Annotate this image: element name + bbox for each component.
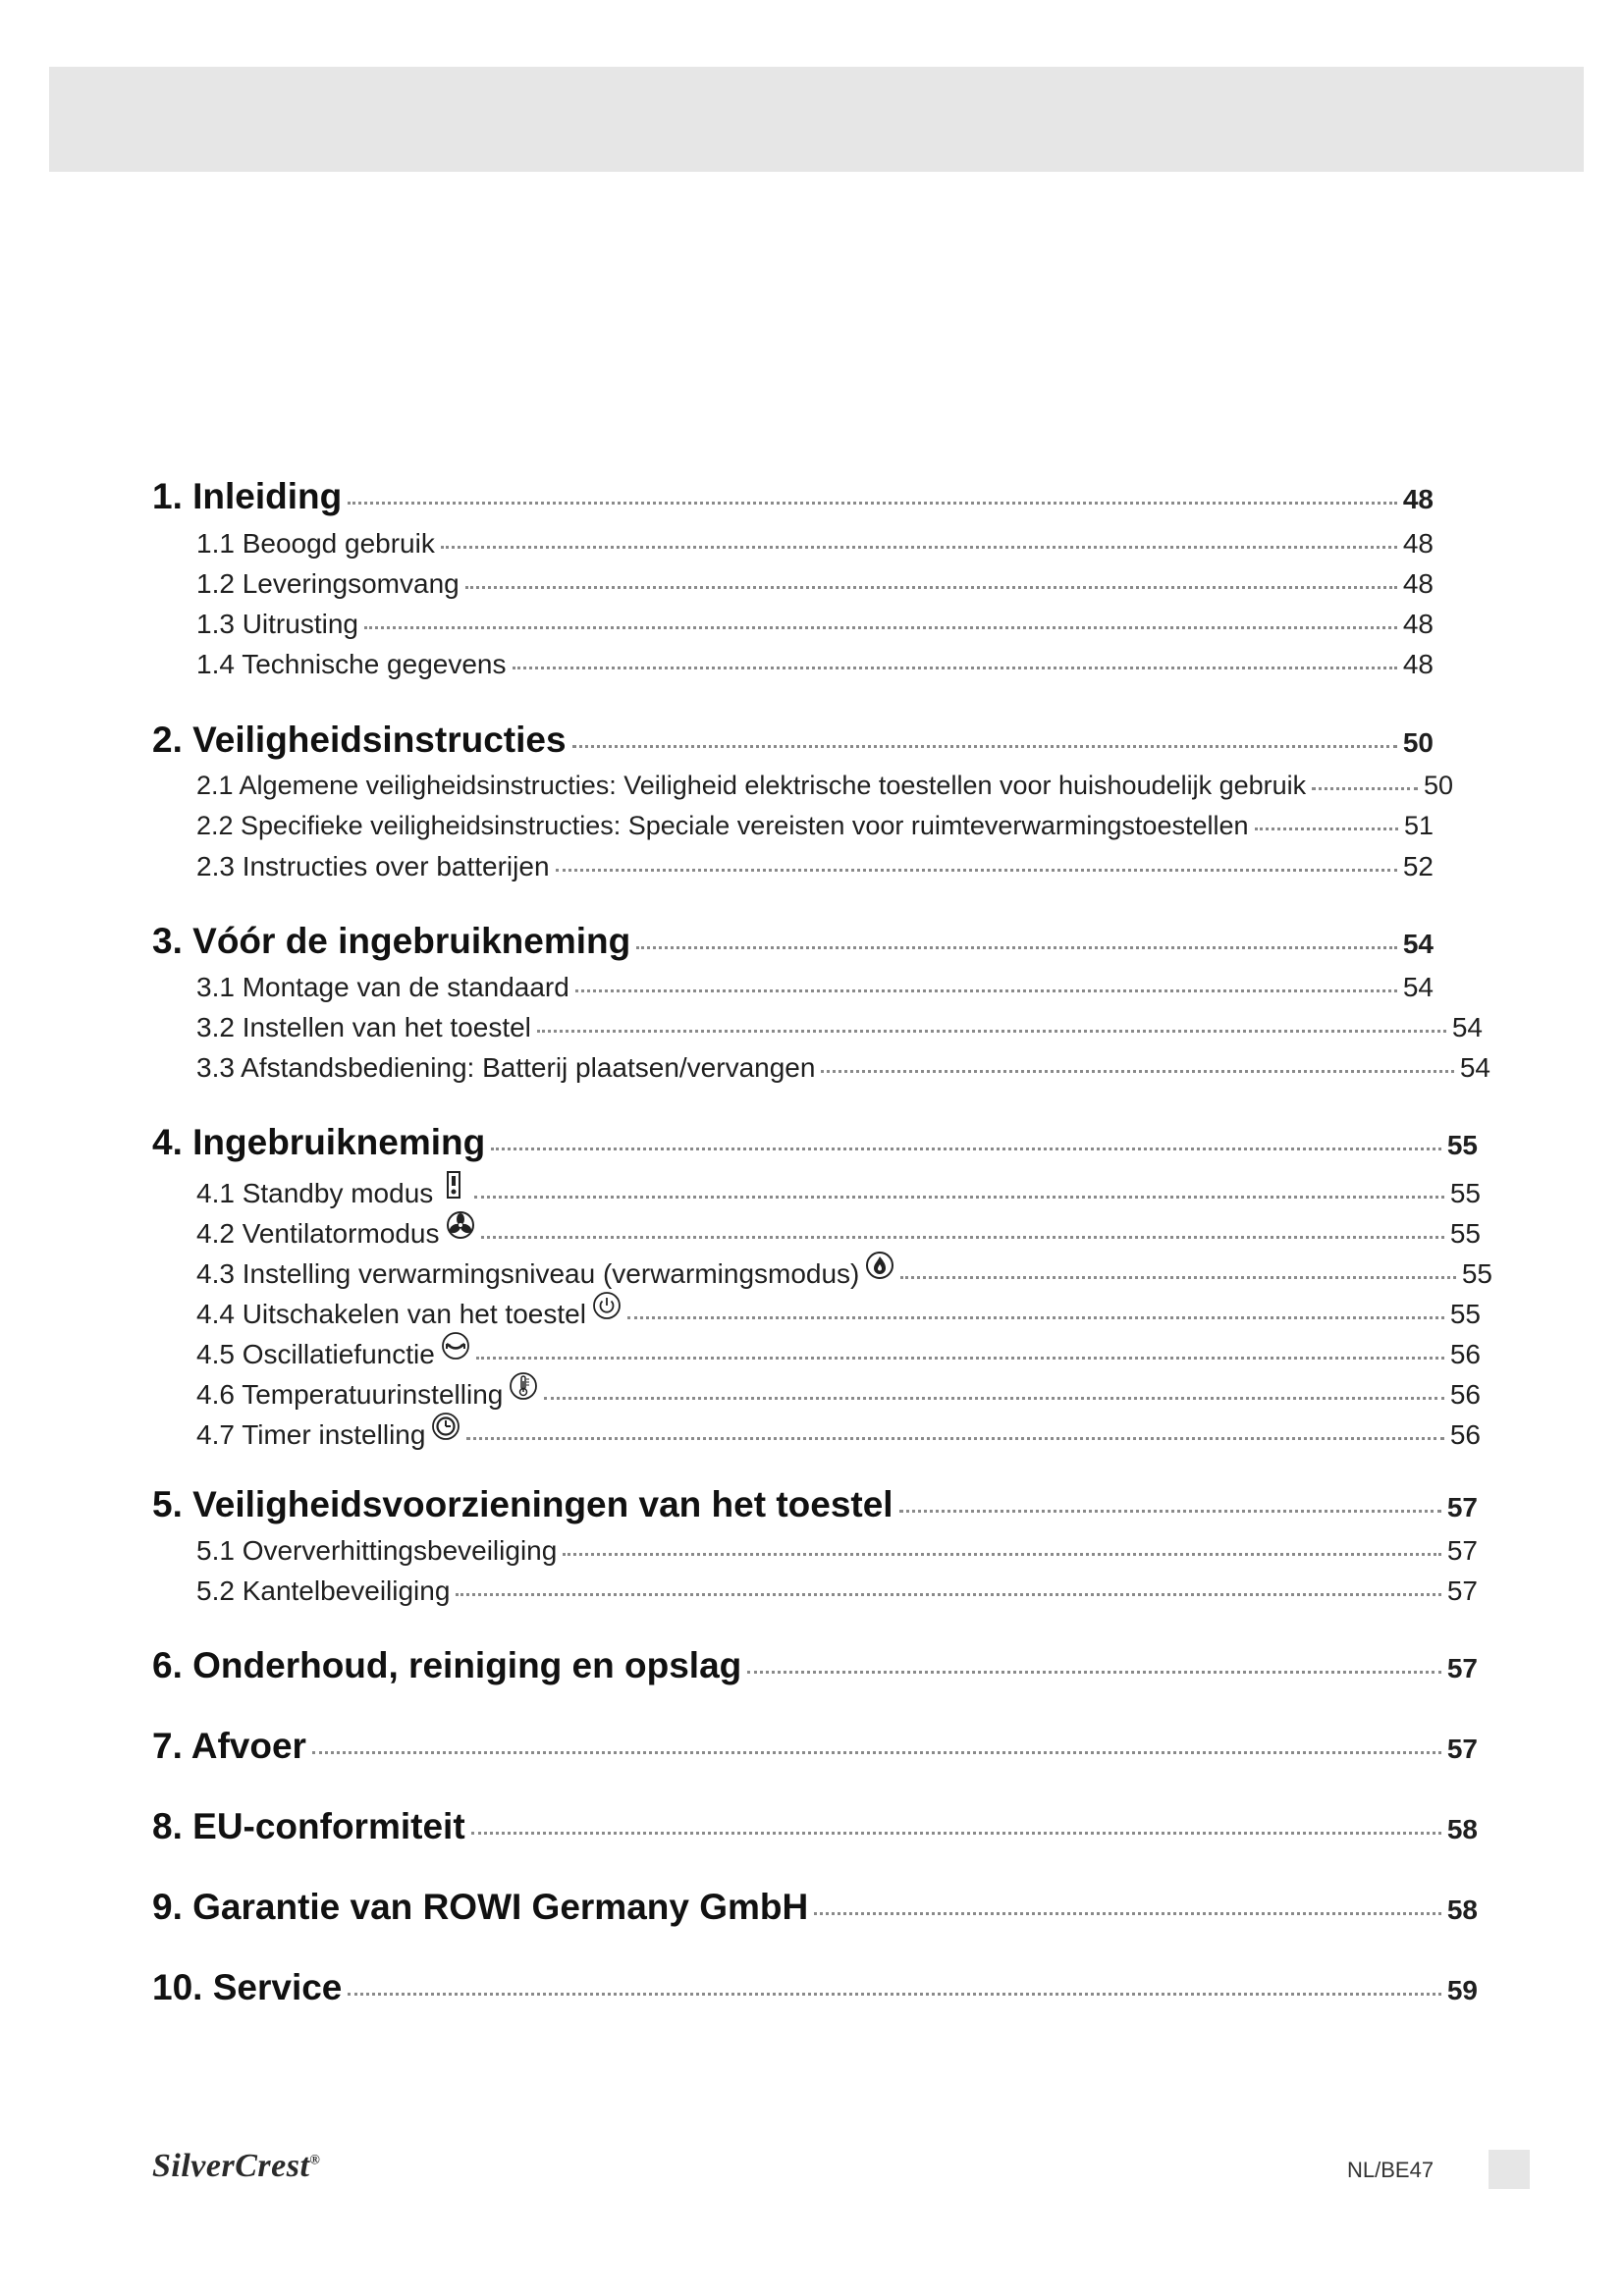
toc-page-number: 57 [1446, 1734, 1478, 1764]
toc-page-number: 50 [1423, 771, 1453, 800]
toc-page-number: 50 [1402, 727, 1434, 758]
toc-section-label: 10. Service [152, 1967, 343, 2007]
toc-item-2-2[interactable] [196, 811, 1434, 841]
timer-icon [431, 1412, 460, 1441]
brand-name: SilverCrest [152, 2148, 310, 2184]
toc-section-label: 3. Vóór de ingebruikneming [152, 921, 631, 961]
brand-logo [152, 2148, 320, 2185]
toc-item-2-1[interactable] [196, 771, 1453, 801]
toc-item-label: 1.2 Leveringsomvang [196, 568, 460, 599]
toc-section-6[interactable] [152, 1645, 1478, 1686]
page-corner-tab [1489, 2150, 1530, 2189]
toc-item-3-1[interactable] [196, 972, 1434, 1003]
toc-section-7[interactable] [152, 1726, 1478, 1767]
toc-item-1-4[interactable] [196, 649, 1434, 680]
toc-item-label: 3.2 Instellen van het toestel [196, 1012, 531, 1042]
toc-page-number: 56 [1449, 1419, 1481, 1450]
leader-dots [563, 1553, 1441, 1556]
toc-section-2[interactable] [152, 720, 1434, 761]
toc-item-label: 1.1 Beoogd gebruik [196, 528, 435, 559]
toc-item-label: 4.4 Uitschakelen van het toestel [196, 1299, 586, 1329]
toc-page-number: 52 [1402, 851, 1434, 881]
oscillation-icon [441, 1331, 470, 1361]
toc-item-label: 2.3 Instructies over batterijen [196, 851, 550, 881]
page-code: NL/BE47 [1347, 2158, 1435, 2182]
toc-section-label: 1. Inleiding [152, 476, 343, 516]
toc-section-label: 6. Onderhoud, reiniging en opslag [152, 1645, 742, 1685]
toc-section-label: 9. Garantie van ROWI Germany GmbH [152, 1887, 809, 1927]
toc-item-label: 4.6 Temperatuurinstelling [196, 1379, 504, 1410]
leader-dots [899, 1510, 1441, 1513]
toc-page-number: 54 [1459, 1052, 1490, 1083]
flame-icon [865, 1251, 894, 1280]
leader-dots [476, 1357, 1444, 1360]
toc-item-label: 4.5 Oscillatiefunctie [196, 1339, 435, 1369]
leader-dots [513, 667, 1397, 669]
toc-page-number: 56 [1449, 1379, 1481, 1410]
toc-page-number: 55 [1461, 1258, 1492, 1289]
toc-page-number: 55 [1446, 1130, 1478, 1160]
leader-dots [636, 946, 1397, 949]
toc-page-number: 48 [1402, 528, 1434, 559]
toc-item-label: 5.1 Oververhittingsbeveiliging [196, 1535, 558, 1566]
toc-page-number: 48 [1402, 568, 1434, 599]
toc-section-3[interactable] [152, 921, 1434, 962]
header-band [49, 67, 1584, 172]
toc-page-number: 56 [1449, 1339, 1481, 1369]
toc-section-8[interactable] [152, 1806, 1478, 1847]
leader-dots [465, 586, 1397, 589]
toc-item-label: 1.4 Technische gegevens [196, 649, 507, 679]
toc-section-9[interactable] [152, 1887, 1478, 1928]
toc-item-5-2[interactable] [196, 1575, 1478, 1607]
toc-item-4-1[interactable] [196, 1173, 1481, 1209]
toc-item-label: 2.2 Specifieke veiligheidsinstructies: Speciale vereisten voor ruimteverwarmingstoestellen [196, 811, 1249, 840]
leader-dots [364, 626, 1397, 629]
leader-dots [481, 1236, 1444, 1239]
leader-dots [456, 1593, 1440, 1596]
toc-section-label: 2. Veiligheidsinstructies [152, 720, 567, 760]
toc-item-label: 4.3 Instelling verwarmingsniveau (verwarmingsmodus) [196, 1258, 860, 1289]
leader-dots [471, 1832, 1441, 1835]
toc-section-label: 5. Veiligheidsvoorzieningen van het toestel [152, 1484, 893, 1524]
leader-dots [537, 1030, 1446, 1033]
toc-page-number: 54 [1402, 972, 1434, 1002]
toc-page-number: 55 [1449, 1218, 1481, 1249]
toc-section-label: 7. Afvoer [152, 1726, 306, 1766]
toc-page-number: 59 [1446, 1975, 1478, 2005]
leader-dots [556, 869, 1397, 872]
toc-item-label: 4.7 Timer instelling [196, 1419, 426, 1450]
standby-indicator-icon [439, 1170, 468, 1200]
toc-page-number: 48 [1402, 609, 1434, 639]
leader-dots [814, 1912, 1441, 1915]
toc-page-number: 57 [1446, 1535, 1478, 1566]
leader-dots [900, 1276, 1455, 1279]
leader-dots [312, 1751, 1441, 1754]
toc-page-number: 57 [1446, 1653, 1478, 1683]
leader-dots [466, 1437, 1443, 1440]
leader-dots [441, 546, 1397, 549]
toc-section-1[interactable] [152, 476, 1434, 517]
toc-page-number: 55 [1449, 1178, 1481, 1208]
power-icon [592, 1291, 622, 1320]
toc-section-5[interactable] [152, 1484, 1478, 1525]
toc-item-4-5[interactable] [196, 1334, 1481, 1370]
toc-item-label: 3.1 Montage van de standaard [196, 972, 569, 1002]
toc-item-4-3[interactable] [196, 1254, 1492, 1290]
leader-dots [1312, 787, 1418, 790]
leader-dots [572, 745, 1397, 748]
toc-page-number: 57 [1446, 1575, 1478, 1606]
leader-dots [627, 1316, 1444, 1319]
toc-item-4-7[interactable] [196, 1415, 1481, 1451]
thermometer-icon [509, 1371, 538, 1401]
toc-page-number: 48 [1402, 649, 1434, 679]
leader-dots [747, 1671, 1441, 1674]
leader-dots [348, 1993, 1440, 1996]
toc-page-number: 57 [1446, 1492, 1478, 1522]
toc-page-number: 51 [1403, 811, 1434, 840]
toc-page-number: 58 [1446, 1895, 1478, 1925]
toc-page-number: 54 [1402, 929, 1434, 959]
toc-page-number: 48 [1402, 484, 1434, 514]
toc-item-label: 4.1 Standby modus [196, 1178, 434, 1208]
toc-item-label: 5.2 Kantelbeveiliging [196, 1575, 451, 1606]
fan-icon [446, 1210, 475, 1240]
toc-item-1-3[interactable] [196, 609, 1434, 640]
toc-page-number: 55 [1449, 1299, 1481, 1329]
leader-dots [821, 1070, 1453, 1073]
toc-item-label: 2.1 Algemene veiligheidsinstructies: Veiligheid elektrische toestellen voor huishoudelijk gebruik [196, 771, 1307, 800]
toc-section-label: 4. Ingebruikneming [152, 1122, 486, 1162]
toc-page-number: 58 [1446, 1814, 1478, 1844]
toc-page-number: 54 [1451, 1012, 1483, 1042]
leader-dots [575, 989, 1397, 992]
leader-dots [348, 502, 1397, 505]
toc-item-4-6[interactable] [196, 1374, 1481, 1411]
toc-section-label: 8. EU-conformiteit [152, 1806, 465, 1846]
leader-dots [544, 1397, 1444, 1400]
toc-item-label: 3.3 Afstandsbediening: Batterij plaatsen/vervangen [196, 1052, 816, 1083]
toc-section-10[interactable] [152, 1967, 1478, 2008]
toc-item-label: 4.2 Ventilatormodus [196, 1218, 440, 1249]
leader-dots [491, 1148, 1441, 1150]
brand-registered-mark: ® [309, 2153, 321, 2168]
leader-dots [474, 1196, 1444, 1199]
toc-item-4-4[interactable] [196, 1294, 1481, 1330]
toc-item-3-3[interactable] [196, 1052, 1490, 1084]
toc-item-label: 1.3 Uitrusting [196, 609, 358, 639]
toc-item-4-2[interactable] [196, 1213, 1481, 1250]
toc-item-5-1[interactable] [196, 1535, 1478, 1567]
toc-item-1-1[interactable] [196, 528, 1434, 560]
leader-dots [1255, 828, 1398, 830]
toc-section-4[interactable] [152, 1122, 1478, 1163]
toc-item-3-2[interactable] [196, 1012, 1483, 1043]
toc-item-1-2[interactable] [196, 568, 1434, 600]
toc-item-2-3[interactable] [196, 851, 1434, 882]
